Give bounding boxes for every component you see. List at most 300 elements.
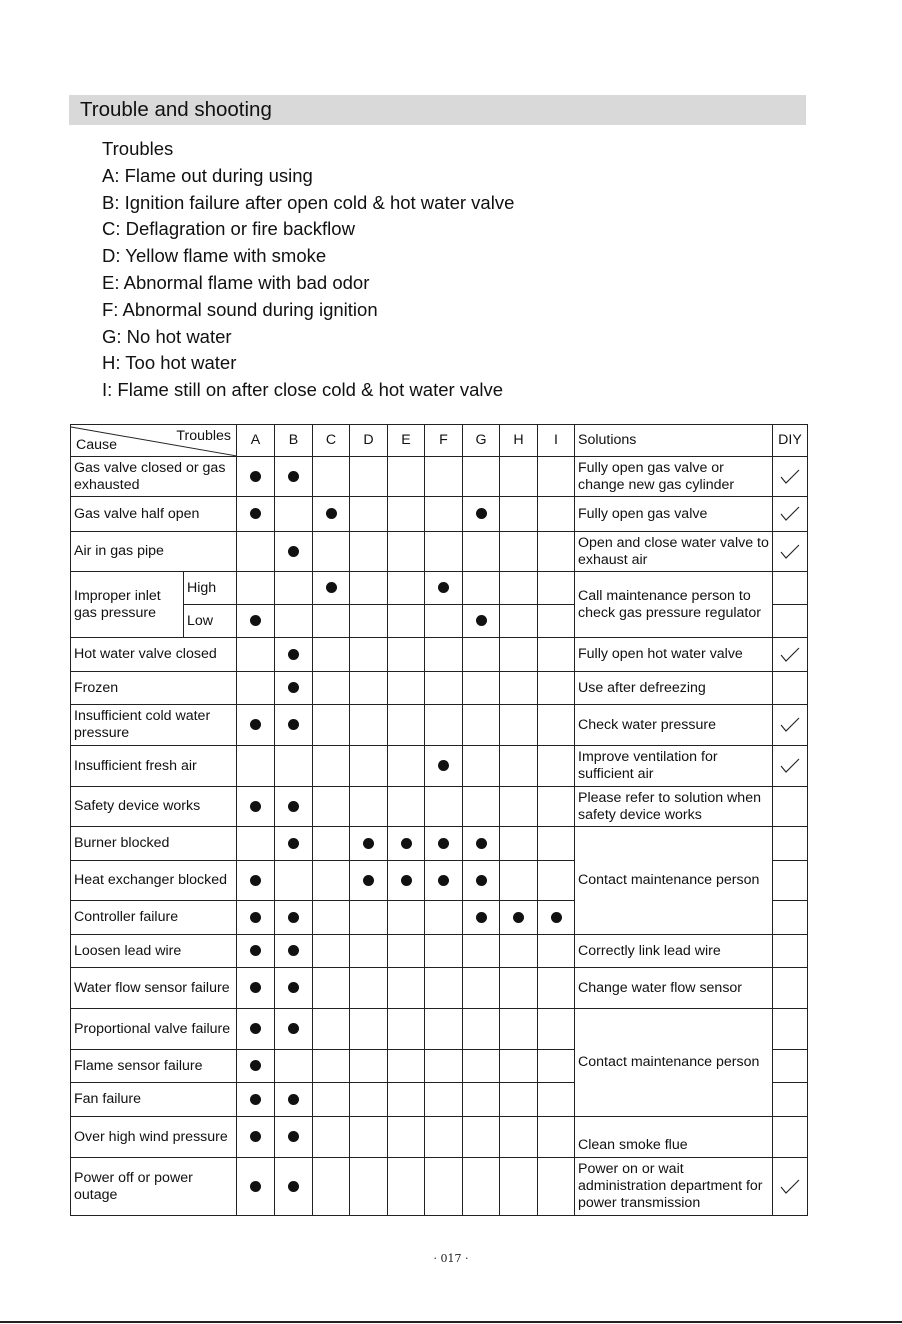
- mark-cell: [500, 532, 538, 572]
- mark-cell: [388, 1117, 425, 1158]
- mark-cell: [388, 1050, 425, 1083]
- trouble-dot-icon: [250, 471, 261, 482]
- trouble-dot-icon: [438, 582, 449, 593]
- trouble-item: D: Yellow flame with smoke: [102, 245, 327, 267]
- cause-cell: Frozen: [71, 672, 237, 705]
- checkmark-icon: [780, 1179, 800, 1195]
- trouble-item: H: Too hot water: [102, 352, 237, 374]
- mark-cell: [538, 968, 575, 1009]
- mark-cell: [313, 572, 350, 605]
- table-row: [71, 672, 808, 705]
- mark-cell: [500, 901, 538, 935]
- mark-cell: [350, 705, 388, 746]
- mark-cell: [275, 572, 313, 605]
- mark-cell: [425, 1050, 463, 1083]
- mark-cell: [275, 861, 313, 901]
- trouble-dot-icon: [250, 1023, 261, 1034]
- mark-cell: [500, 638, 538, 672]
- header-cause-troubles: [71, 425, 237, 457]
- checkmark-icon: [780, 758, 800, 774]
- cause-cell: Hot water valve closed: [71, 638, 237, 672]
- solution-cell: Correctly link lead wire: [575, 935, 773, 968]
- mark-cell: [350, 572, 388, 605]
- mark-cell: [313, 605, 350, 638]
- diy-cell: [773, 1158, 808, 1216]
- mark-cell: [237, 1050, 275, 1083]
- mark-cell: [350, 787, 388, 827]
- mark-cell: [538, 827, 575, 861]
- table-row: [71, 532, 808, 572]
- diy-cell: [773, 1117, 808, 1158]
- section-heading: Trouble and shooting: [80, 98, 272, 121]
- solution-cell: Contact maintenance person: [575, 1009, 773, 1117]
- trouble-dot-icon: [401, 838, 412, 849]
- mark-cell: [538, 1158, 575, 1216]
- mark-cell: [275, 746, 313, 787]
- pressure-high-label: High: [184, 572, 237, 605]
- trouble-dot-icon: [551, 912, 562, 923]
- mark-cell: [350, 1050, 388, 1083]
- trouble-dot-icon: [250, 1060, 261, 1071]
- trouble-dot-icon: [288, 945, 299, 956]
- column-header: D: [350, 425, 388, 457]
- mark-cell: [500, 861, 538, 901]
- mark-cell: [388, 787, 425, 827]
- trouble-item: F: Abnormal sound during ignition: [102, 298, 378, 320]
- mark-cell: [463, 605, 500, 638]
- table-row: [71, 457, 808, 497]
- cause-cell: Power off or power outage: [71, 1158, 237, 1216]
- mark-cell: [500, 1009, 538, 1050]
- mark-cell: [313, 1083, 350, 1117]
- diy-cell: [773, 1009, 808, 1050]
- mark-cell: [538, 1083, 575, 1117]
- cause-cell: Gas valve closed or gas exhausted: [71, 457, 237, 497]
- column-header: H: [500, 425, 538, 457]
- checkmark-icon: [780, 647, 800, 663]
- troubleshooting-table: [70, 424, 808, 1216]
- bottom-rule: [0, 1321, 902, 1323]
- mark-cell: [463, 827, 500, 861]
- mark-cell: [425, 746, 463, 787]
- diy-cell: [773, 901, 808, 935]
- cause-cell: Insufficient fresh air: [71, 746, 237, 787]
- trouble-item: B: Ignition failure after open cold & hot water valve: [102, 191, 515, 213]
- mark-cell: [500, 497, 538, 532]
- mark-cell: [275, 935, 313, 968]
- mark-cell: [275, 787, 313, 827]
- solution-cell: Use after defreezing: [575, 672, 773, 705]
- column-header: E: [388, 425, 425, 457]
- mark-cell: [538, 457, 575, 497]
- mark-cell: [388, 605, 425, 638]
- mark-cell: [425, 1117, 463, 1158]
- checkmark-icon: [780, 506, 800, 522]
- solution-cell: Fully open hot water valve: [575, 638, 773, 672]
- mark-cell: [463, 1117, 500, 1158]
- trouble-dot-icon: [288, 546, 299, 557]
- mark-cell: [275, 968, 313, 1009]
- solution-cell: Clean smoke flue: [575, 1117, 773, 1158]
- mark-cell: [463, 532, 500, 572]
- mark-cell: [237, 1083, 275, 1117]
- mark-cell: [313, 1158, 350, 1216]
- diy-cell: [773, 968, 808, 1009]
- mark-cell: [237, 1117, 275, 1158]
- diy-cell: [773, 672, 808, 705]
- trouble-dot-icon: [250, 1181, 261, 1192]
- mark-cell: [350, 746, 388, 787]
- table-row: [71, 705, 808, 746]
- header-troubles-label: Troubles: [176, 428, 231, 444]
- cause-cell: Flame sensor failure: [71, 1050, 237, 1083]
- mark-cell: [538, 497, 575, 532]
- mark-cell: [388, 746, 425, 787]
- mark-cell: [500, 705, 538, 746]
- column-header: F: [425, 425, 463, 457]
- trouble-dot-icon: [288, 801, 299, 812]
- diy-cell: [773, 638, 808, 672]
- cause-cell: Improper inlet gas pressure: [71, 572, 184, 638]
- trouble-dot-icon: [250, 982, 261, 993]
- mark-cell: [350, 605, 388, 638]
- mark-cell: [237, 901, 275, 935]
- mark-cell: [425, 638, 463, 672]
- mark-cell: [538, 935, 575, 968]
- solution-cell: Fully open gas valve or change new gas cylinder: [575, 457, 773, 497]
- checkmark-icon: [780, 717, 800, 733]
- trouble-item: E: Abnormal flame with bad odor: [102, 271, 370, 293]
- mark-cell: [500, 457, 538, 497]
- mark-cell: [500, 1083, 538, 1117]
- diy-cell: [773, 1050, 808, 1083]
- solution-cell: Fully open gas valve: [575, 497, 773, 532]
- checkmark-icon: [780, 469, 800, 485]
- mark-cell: [500, 672, 538, 705]
- mark-cell: [275, 705, 313, 746]
- table-row: [71, 935, 808, 968]
- mark-cell: [500, 1117, 538, 1158]
- mark-cell: [350, 968, 388, 1009]
- mark-cell: [237, 935, 275, 968]
- diy-cell: [773, 605, 808, 638]
- mark-cell: [425, 672, 463, 705]
- solution-cell: Improve ventilation for sufficient air: [575, 746, 773, 787]
- diy-cell: [773, 935, 808, 968]
- mark-cell: [275, 901, 313, 935]
- cause-cell: Safety device works: [71, 787, 237, 827]
- mark-cell: [463, 861, 500, 901]
- trouble-dot-icon: [250, 508, 261, 519]
- mark-cell: [275, 1083, 313, 1117]
- mark-cell: [313, 532, 350, 572]
- diy-cell: [773, 746, 808, 787]
- trouble-dot-icon: [363, 838, 374, 849]
- mark-cell: [500, 787, 538, 827]
- section-heading-bar: [69, 95, 806, 125]
- mark-cell: [237, 672, 275, 705]
- cause-cell: Heat exchanger blocked: [71, 861, 237, 901]
- mark-cell: [313, 638, 350, 672]
- mark-cell: [237, 968, 275, 1009]
- cause-cell: Fan failure: [71, 1083, 237, 1117]
- table-row: [71, 827, 808, 861]
- mark-cell: [538, 861, 575, 901]
- column-header: I: [538, 425, 575, 457]
- mark-cell: [275, 1009, 313, 1050]
- checkmark-icon: [780, 544, 800, 560]
- mark-cell: [463, 638, 500, 672]
- cause-cell: Air in gas pipe: [71, 532, 237, 572]
- trouble-dot-icon: [438, 838, 449, 849]
- solution-cell: Contact maintenance person: [575, 827, 773, 935]
- mark-cell: [237, 787, 275, 827]
- trouble-dot-icon: [250, 719, 261, 730]
- troubles-title: Troubles: [102, 138, 174, 159]
- mark-cell: [425, 901, 463, 935]
- mark-cell: [425, 787, 463, 827]
- diy-cell: [773, 457, 808, 497]
- mark-cell: [388, 672, 425, 705]
- trouble-dot-icon: [326, 508, 337, 519]
- diy-cell: [773, 532, 808, 572]
- table-row: [71, 497, 808, 532]
- trouble-dot-icon: [250, 615, 261, 626]
- mark-cell: [350, 1083, 388, 1117]
- header-cause-label: Cause: [76, 437, 118, 453]
- trouble-dot-icon: [363, 875, 374, 886]
- mark-cell: [500, 1050, 538, 1083]
- trouble-item: C: Deflagration or fire backflow: [102, 218, 355, 240]
- mark-cell: [463, 672, 500, 705]
- mark-cell: [237, 572, 275, 605]
- mark-cell: [237, 705, 275, 746]
- mark-cell: [425, 827, 463, 861]
- mark-cell: [275, 532, 313, 572]
- mark-cell: [237, 861, 275, 901]
- table-row: [71, 1117, 808, 1158]
- mark-cell: [388, 827, 425, 861]
- trouble-dot-icon: [438, 760, 449, 771]
- trouble-dot-icon: [326, 582, 337, 593]
- mark-cell: [538, 901, 575, 935]
- mark-cell: [425, 457, 463, 497]
- mark-cell: [463, 787, 500, 827]
- column-header: A: [237, 425, 275, 457]
- trouble-dot-icon: [476, 912, 487, 923]
- table-row: [71, 638, 808, 672]
- mark-cell: [313, 901, 350, 935]
- trouble-dot-icon: [401, 875, 412, 886]
- mark-cell: [313, 1009, 350, 1050]
- diy-cell: [773, 1083, 808, 1117]
- mark-cell: [425, 605, 463, 638]
- table-header-row: [71, 425, 808, 457]
- mark-cell: [425, 705, 463, 746]
- mark-cell: [463, 901, 500, 935]
- solution-cell: Open and close water valve to exhaust air: [575, 532, 773, 572]
- mark-cell: [388, 638, 425, 672]
- trouble-dot-icon: [476, 508, 487, 519]
- mark-cell: [350, 861, 388, 901]
- mark-cell: [237, 1158, 275, 1216]
- mark-cell: [275, 672, 313, 705]
- diy-cell: [773, 861, 808, 901]
- mark-cell: [350, 457, 388, 497]
- cause-cell: Loosen lead wire: [71, 935, 237, 968]
- mark-cell: [538, 1117, 575, 1158]
- trouble-item: I: Flame still on after close cold & hot water valve: [102, 379, 504, 401]
- mark-cell: [313, 787, 350, 827]
- mark-cell: [463, 1158, 500, 1216]
- cause-cell: Burner blocked: [71, 827, 237, 861]
- mark-cell: [425, 935, 463, 968]
- trouble-dot-icon: [250, 945, 261, 956]
- mark-cell: [237, 457, 275, 497]
- mark-cell: [388, 705, 425, 746]
- mark-cell: [237, 746, 275, 787]
- mark-cell: [388, 861, 425, 901]
- mark-cell: [425, 497, 463, 532]
- trouble-dot-icon: [288, 912, 299, 923]
- cause-cell: Insufficient cold water pressure: [71, 705, 237, 746]
- mark-cell: [237, 1009, 275, 1050]
- mark-cell: [275, 827, 313, 861]
- mark-cell: [313, 746, 350, 787]
- mark-cell: [425, 1083, 463, 1117]
- header-diy: DIY: [773, 425, 808, 457]
- mark-cell: [538, 672, 575, 705]
- mark-cell: [313, 705, 350, 746]
- trouble-dot-icon: [250, 1131, 261, 1142]
- troubles-list: [102, 136, 514, 404]
- mark-cell: [313, 827, 350, 861]
- trouble-dot-icon: [476, 838, 487, 849]
- solution-cell: Call maintenance person to check gas pressure regulator: [575, 572, 773, 638]
- table-row: [71, 968, 808, 1009]
- trouble-item: G: No hot water: [102, 325, 232, 347]
- mark-cell: [237, 638, 275, 672]
- trouble-dot-icon: [288, 471, 299, 482]
- mark-cell: [275, 457, 313, 497]
- mark-cell: [313, 457, 350, 497]
- mark-cell: [388, 1009, 425, 1050]
- mark-cell: [425, 861, 463, 901]
- mark-cell: [350, 638, 388, 672]
- mark-cell: [425, 1009, 463, 1050]
- mark-cell: [388, 572, 425, 605]
- trouble-dot-icon: [250, 1094, 261, 1105]
- mark-cell: [350, 672, 388, 705]
- mark-cell: [350, 1158, 388, 1216]
- mark-cell: [463, 935, 500, 968]
- mark-cell: [463, 497, 500, 532]
- mark-cell: [313, 1117, 350, 1158]
- mark-cell: [463, 1050, 500, 1083]
- mark-cell: [500, 1158, 538, 1216]
- mark-cell: [500, 605, 538, 638]
- trouble-dot-icon: [288, 682, 299, 693]
- cause-cell: Proportional valve failure: [71, 1009, 237, 1050]
- mark-cell: [538, 746, 575, 787]
- solution-cell: Change water flow sensor: [575, 968, 773, 1009]
- trouble-dot-icon: [288, 1023, 299, 1034]
- mark-cell: [350, 901, 388, 935]
- mark-cell: [538, 605, 575, 638]
- trouble-dot-icon: [288, 1131, 299, 1142]
- trouble-dot-icon: [288, 719, 299, 730]
- mark-cell: [313, 935, 350, 968]
- trouble-item: A: Flame out during using: [102, 164, 313, 186]
- page-number: · 017 ·: [433, 1252, 469, 1265]
- mark-cell: [538, 787, 575, 827]
- trouble-dot-icon: [288, 1094, 299, 1105]
- mark-cell: [463, 572, 500, 605]
- diy-cell: [773, 827, 808, 861]
- table-row: [71, 572, 808, 605]
- mark-cell: [275, 638, 313, 672]
- mark-cell: [463, 746, 500, 787]
- table-row: [71, 746, 808, 787]
- mark-cell: [463, 968, 500, 1009]
- mark-cell: [275, 605, 313, 638]
- pressure-low-label: Low: [184, 605, 237, 638]
- mark-cell: [500, 968, 538, 1009]
- mark-cell: [388, 968, 425, 1009]
- mark-cell: [237, 532, 275, 572]
- diy-cell: [773, 705, 808, 746]
- diy-cell: [773, 572, 808, 605]
- mark-cell: [388, 497, 425, 532]
- trouble-dot-icon: [513, 912, 524, 923]
- mark-cell: [500, 572, 538, 605]
- cause-cell: Gas valve half open: [71, 497, 237, 532]
- mark-cell: [313, 672, 350, 705]
- mark-cell: [463, 457, 500, 497]
- mark-cell: [388, 935, 425, 968]
- mark-cell: [463, 1083, 500, 1117]
- mark-cell: [313, 497, 350, 532]
- mark-cell: [350, 497, 388, 532]
- trouble-dot-icon: [250, 912, 261, 923]
- mark-cell: [538, 705, 575, 746]
- solution-cell: Power on or wait administration department for power transmission: [575, 1158, 773, 1216]
- mark-cell: [463, 705, 500, 746]
- mark-cell: [500, 746, 538, 787]
- mark-cell: [500, 827, 538, 861]
- cause-cell: Controller failure: [71, 901, 237, 935]
- mark-cell: [388, 901, 425, 935]
- trouble-dot-icon: [288, 1181, 299, 1192]
- mark-cell: [275, 1158, 313, 1216]
- mark-cell: [313, 1050, 350, 1083]
- mark-cell: [275, 497, 313, 532]
- mark-cell: [350, 827, 388, 861]
- trouble-dot-icon: [476, 875, 487, 886]
- mark-cell: [538, 638, 575, 672]
- mark-cell: [538, 572, 575, 605]
- mark-cell: [463, 1009, 500, 1050]
- diy-cell: [773, 497, 808, 532]
- mark-cell: [500, 935, 538, 968]
- mark-cell: [313, 968, 350, 1009]
- mark-cell: [313, 861, 350, 901]
- trouble-dot-icon: [288, 838, 299, 849]
- mark-cell: [237, 497, 275, 532]
- mark-cell: [350, 532, 388, 572]
- mark-cell: [425, 1158, 463, 1216]
- mark-cell: [275, 1117, 313, 1158]
